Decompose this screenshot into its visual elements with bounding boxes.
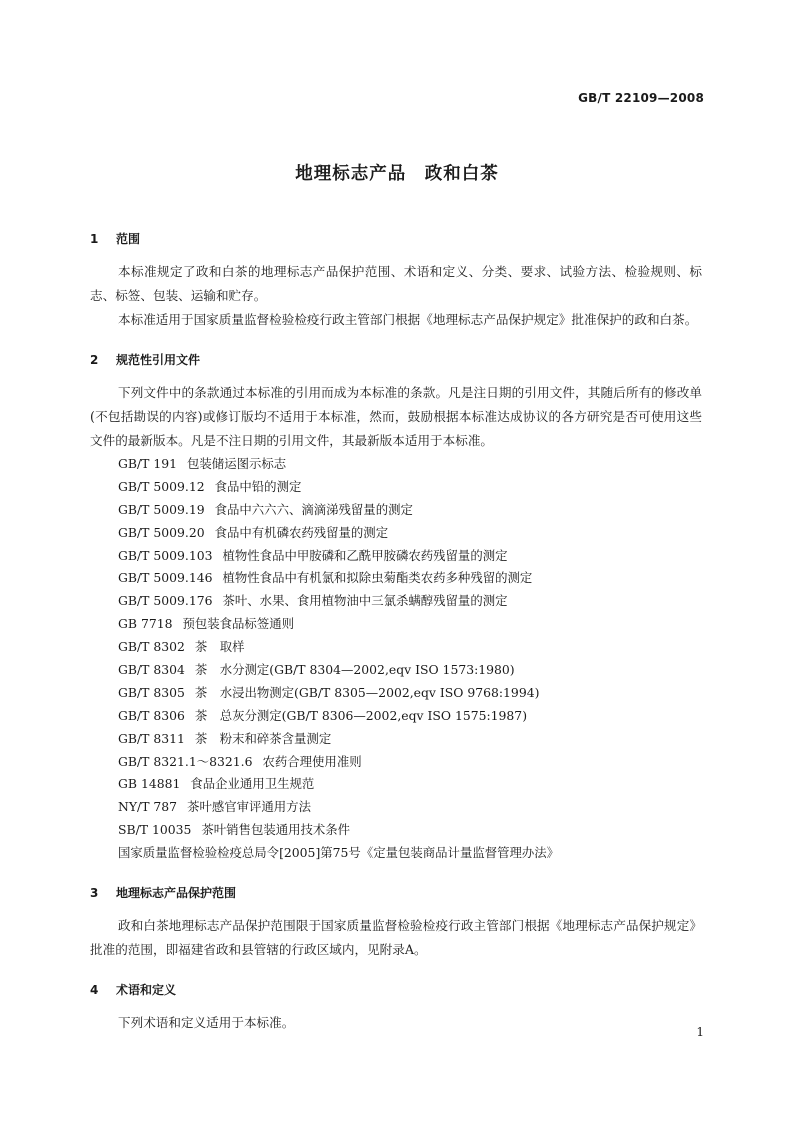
reference-item: GB/T 5009.146 植物性食品中有机氯和拟除虫菊酯类农药多种残留的测定 xyxy=(118,570,533,586)
reference-item: NY/T 787 茶叶感官审评通用方法 xyxy=(118,799,311,815)
document-title: 地理标志产品 政和白茶 xyxy=(295,164,499,184)
paragraph: 政和白茶地理标志产品保护范围限于国家质量监督检验检疫行政主管部门根据《地理标志产品保护规定》批准的范围，即福建省政和县管辖的行政区域内，见附录A。 xyxy=(90,918,702,958)
section-title: 术语和定义 xyxy=(116,983,177,998)
section-number: 2 xyxy=(90,353,99,367)
reference-item: GB/T 8305 茶 水浸出物测定(GB/T 8305—2002,eqv ISO 9768:1994) xyxy=(118,684,540,700)
reference-item: SB/T 10035 茶叶销售包装通用技术条件 xyxy=(118,822,351,838)
reference-item: GB/T 8311 茶 粉末和碎茶含量测定 xyxy=(118,730,332,746)
reference-item: GB/T 5009.20 食品中有机磷农药残留量的测定 xyxy=(118,524,389,540)
paragraph: 本标准适用于国家质量监督检验检疫行政主管部门根据《地理标志产品保护规定》批准保护的政和白茶。 xyxy=(118,312,698,327)
paragraph: 下列术语和定义适用于本标准。 xyxy=(118,1015,295,1031)
paragraph: 下列文件中的条款通过本标准的引用而成为本标准的条款。凡是注日期的引用文件，其随后所有的修改单(不包括勘误的内容)或修订版均不适用于本标准，然而，鼓励根据本标准达成协议的各方研究是否可使用这些文件的最新版本。凡是不注日期的引用文件，其最新版本适用于本标准。 xyxy=(90,385,702,448)
standard-code: GB/T 22109—2008 xyxy=(578,91,704,105)
reference-item: GB 14881 食品企业通用卫生规范 xyxy=(118,776,315,792)
section-title: 地理标志产品保护范围 xyxy=(116,886,237,901)
reference-item: GB/T 5009.176 茶叶、水果、食用植物油中三氯杀螨醇残留量的测定 xyxy=(118,593,508,609)
section-title: 范围 xyxy=(116,232,141,246)
section-number: 4 xyxy=(90,983,99,998)
reference-item: GB/T 191 包装储运图示标志 xyxy=(118,456,287,471)
section-heading-1 xyxy=(90,231,702,247)
section-number: 3 xyxy=(90,886,99,901)
document-body xyxy=(90,231,702,1035)
page-number: 1 xyxy=(696,1025,704,1039)
section-heading-3 xyxy=(90,885,702,901)
reference-item: GB/T 5009.103 植物性食品中甲胺磷和乙酰甲胺磷农药残留量的测定 xyxy=(118,547,508,563)
reference-item: GB 7718 预包装食品标签通则 xyxy=(118,616,294,632)
reference-item: GB/T 8302 茶 取样 xyxy=(118,639,245,655)
reference-item: GB/T 5009.19 食品中六六六、滴滴涕残留量的测定 xyxy=(118,501,413,517)
section-heading-2 xyxy=(90,352,702,368)
reference-item: GB/T 8321.1～8321.6 农药合理使用准则 xyxy=(118,753,362,769)
reference-item-decree: 国家质量监督检验检疫总局令[2005]第75号《定量包装商品计量监督管理办法》 xyxy=(118,845,560,861)
reference-item: GB/T 8306 茶 总灰分测定(GB/T 8306—2002,eqv ISO 1575:1987) xyxy=(118,707,528,723)
reference-list xyxy=(90,453,702,865)
section-heading-4 xyxy=(90,982,702,998)
reference-item: GB/T 5009.12 食品中铅的测定 xyxy=(118,478,302,494)
section-number: 1 xyxy=(90,232,99,246)
paragraph: 本标准规定了政和白茶的地理标志产品保护范围、术语和定义、分类、要求、试验方法、检验规则、标志、标签、包装、运输和贮存。 xyxy=(90,264,702,303)
section-title: 规范性引用文件 xyxy=(116,353,201,367)
reference-item: GB/T 8304 茶 水分测定(GB/T 8304—2002,eqv ISO 1573:1980) xyxy=(118,662,515,678)
